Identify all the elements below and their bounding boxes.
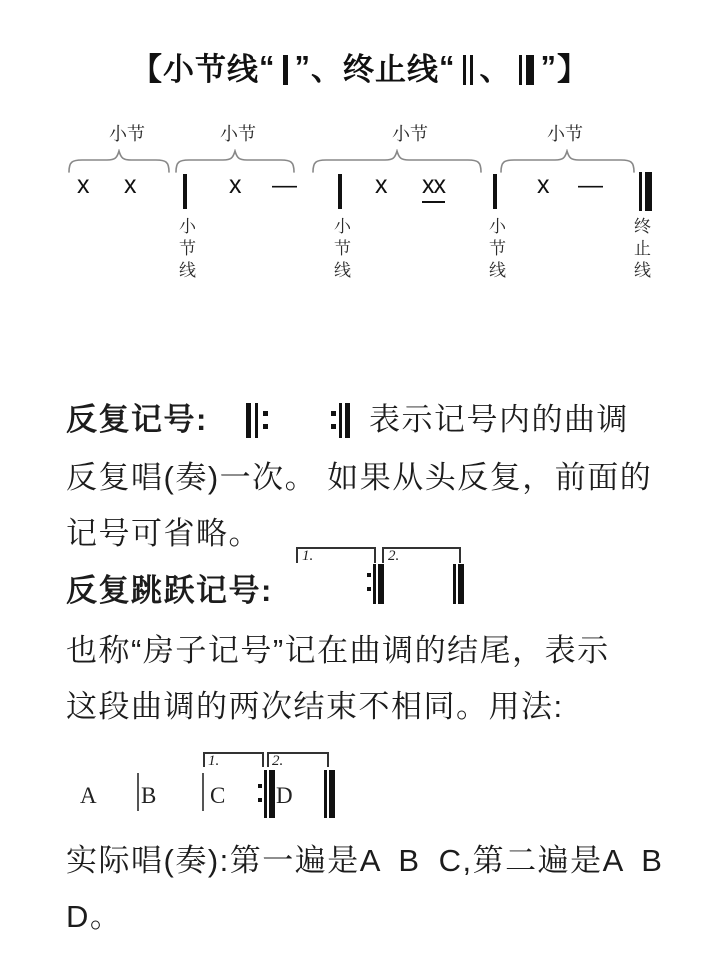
barline-label: 小节线 — [486, 217, 505, 283]
single-barline-icon — [283, 55, 288, 85]
note-dash: — — [272, 171, 297, 199]
title-text-1: 【小节线 — [131, 52, 259, 87]
text-line: 记号可省略。 — [66, 516, 261, 551]
barline — [183, 174, 187, 209]
volta-1-label: 1. — [302, 548, 314, 564]
measure-label: 小节 — [392, 124, 428, 144]
note-x: x — [229, 171, 242, 199]
barline-label: 小节线 — [176, 217, 195, 283]
measure-brace — [312, 149, 482, 173]
title-close-quote-1: ” — [294, 48, 311, 84]
conclusion-line-1: 实际唱(奏):第一遍是A B C,第二遍是A B — [66, 843, 664, 878]
terminal-barline-label: 终止线 — [631, 217, 650, 283]
title-open-quote-2: “ — [439, 48, 456, 84]
final-barline-icon — [519, 55, 534, 85]
repeat-description: 表示记号内的曲调 — [369, 402, 629, 437]
barline — [338, 174, 342, 209]
repeat-heading: 反复记号: — [66, 402, 208, 437]
note-xx-underlined: xx — [422, 171, 445, 203]
measure-label: 小节 — [220, 124, 256, 144]
page-title — [0, 44, 720, 89]
section-letter-a: A — [80, 783, 97, 808]
volta-2-label: 2. — [388, 548, 400, 564]
measure-brace — [68, 149, 170, 173]
title-open-quote-1: “ — [259, 48, 276, 84]
note-x: x — [124, 171, 137, 199]
title-close-quote-2: ” — [540, 48, 557, 84]
volta-2-label: 2. — [272, 753, 284, 769]
title-separator: 、 — [479, 52, 512, 87]
terminal-barline-thick — [645, 172, 652, 211]
measure-brace — [500, 149, 635, 173]
section-letter-c: C — [210, 783, 226, 808]
end-repeat-sign-icon — [331, 403, 353, 438]
measure-brace — [175, 149, 295, 173]
barline — [493, 174, 497, 209]
repeat-sign-line — [0, 398, 720, 446]
terminal-barline-thin — [639, 172, 642, 211]
measure-label: 小节 — [109, 124, 145, 144]
barline-label: 小节线 — [331, 217, 350, 283]
volta-1-label: 1. — [208, 753, 220, 769]
volta-diagram — [288, 542, 470, 610]
measure-diagram — [60, 115, 680, 297]
usage-diagram — [60, 747, 660, 829]
barline — [202, 773, 204, 811]
note-x: x — [537, 171, 550, 199]
begin-repeat-sign-icon — [246, 403, 268, 438]
note-x: x — [77, 171, 90, 199]
title-text-2: 、终止线 — [311, 52, 439, 87]
title-text-3: 】 — [557, 52, 589, 87]
measure-label: 小节 — [547, 124, 583, 144]
double-thin-barline-icon — [463, 55, 473, 85]
text-line: 反复唱(奏)一次。 如果从头反复，前面的 — [66, 460, 653, 495]
barline — [137, 773, 139, 811]
text-line: 也称“房子记号”记在曲调的结尾，表示 — [66, 633, 610, 668]
section-letter-d: D — [276, 783, 293, 808]
volta-heading: 反复跳跃记号: — [66, 573, 273, 608]
section-letter-b: B — [141, 783, 157, 808]
note-x: x — [375, 171, 388, 199]
text-line: 这段曲调的两次结束不相同。用法: — [66, 689, 564, 724]
conclusion-line-2: D。 — [66, 899, 123, 934]
note-dash: — — [578, 171, 603, 199]
